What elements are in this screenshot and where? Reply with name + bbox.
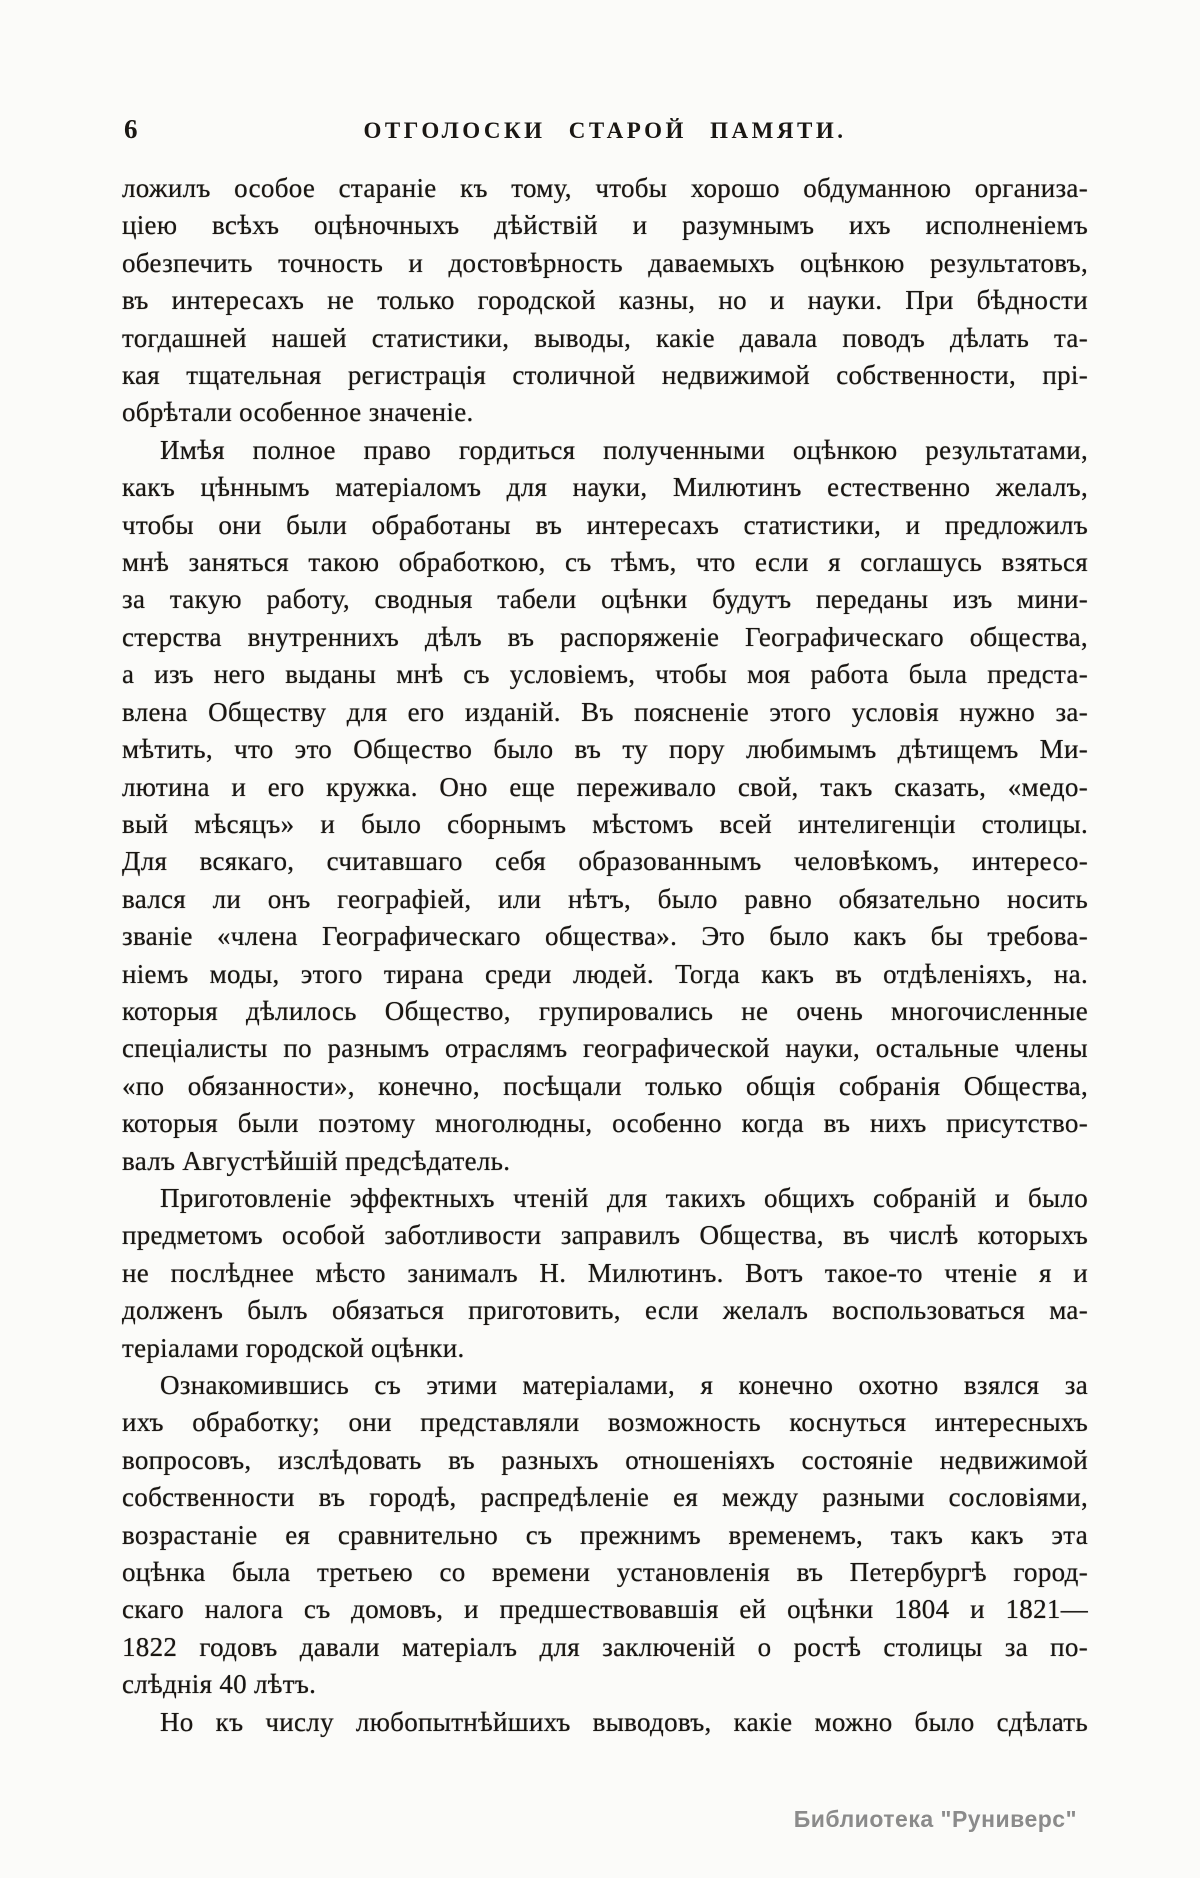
text-line: ложилъ особое стараніе къ тому, чтобы хорошо обдуманною организа- (122, 173, 1088, 203)
text-line: какъ цѣннымъ матеріаломъ для науки, Милютинъ естественно желалъ, (122, 472, 1088, 503)
page-header (122, 112, 1088, 152)
text-line: 1822 годовъ давали матеріалъ для заключеній о ростѣ столицы за по- (122, 1631, 1088, 1662)
text-line: скаго налога съ домовъ, и предшествовавшія ей оцѣнки 1804 и 1821— (122, 1594, 1088, 1625)
text-line: званіе «члена Географическаго общества». Это было какъ бы требова- (122, 921, 1088, 952)
text-line: обезпечить точность и достовѣрность даваемыхъ оцѣнкою результатовъ, (122, 247, 1088, 278)
text-line: слѣднія 40 лѣтъ. (122, 1669, 317, 1700)
text-line: а изъ него выданы мнѣ съ условіемъ, чтобы моя работа была предста- (122, 659, 1088, 690)
text-line: которыя были поэтому многолюдны, особенно когда въ нихъ присутство- (122, 1108, 1088, 1139)
text-line: вопросовъ, изслѣдовать въ разныхъ отношеніяхъ состояніе недвижимой (122, 1444, 1088, 1475)
text-line: ихъ обработку; они представляли возможность коснуться интересныхъ (122, 1407, 1088, 1438)
text-line: теріалами городской оцѣнки. (122, 1332, 465, 1363)
text-line: Но къ числу любопытнѣйшихъ выводовъ, какіе можно было сдѣлать (160, 1706, 1088, 1737)
text-line: мѣтить, что это Общество было въ ту пору любимымъ дѣтищемъ Ми- (122, 734, 1088, 765)
page-number: 6 (124, 114, 138, 144)
page-body (122, 170, 1088, 1741)
library-watermark: Библиотека "Руниверс" (793, 1806, 1077, 1832)
text-line: Для всякаго, считавшаго себя образованнымъ человѣкомъ, интересо- (122, 846, 1088, 877)
text-line: спеціалисты по разнымъ отраслямъ географической науки, остальные члены (122, 1033, 1088, 1064)
text-line: не послѣднее мѣсто занималъ Н. Милютинъ. Вотъ такое-то чтеніе я и (122, 1257, 1088, 1288)
text-line: стерства внутреннихъ дѣлъ въ распоряженіе Географическаго общества, (122, 621, 1088, 652)
text-line: влена Обществу для его изданій. Въ поясненіе этого условія нужно за- (122, 696, 1088, 727)
text-line: вался ли онъ географіей, или нѣтъ, было равно обязательно носить (122, 883, 1088, 914)
text-line: предметомъ особой заботливости заправилъ Общества, въ числѣ которыхъ (122, 1220, 1088, 1251)
text-line: лютина и его кружка. Оно еще переживало свой, такъ сказать, «медо- (122, 771, 1088, 802)
text-line: кая тщательная регистрація столичной недвижимой собственности, прі- (122, 360, 1088, 391)
text-line: чтобы они были обработаны въ интересахъ статистики, и предложилъ (122, 509, 1088, 540)
text-line: возрастаніе ея сравнительно съ прежнимъ временемъ, такъ какъ эта (122, 1519, 1088, 1550)
text-line: мнѣ заняться такою обработкою, съ тѣмъ, что если я соглашусь взяться (122, 547, 1088, 578)
text-line: которыя дѣлилось Общество, групировались не очень многочисленные (122, 995, 1088, 1026)
text-line: «по обязанности», конечно, посѣщали только общія собранія Общества, (122, 1070, 1088, 1101)
text-line: ціею всѣхъ оцѣночныхъ дѣйствій и разумнымъ ихъ исполненіемъ (122, 210, 1088, 241)
text-line: тогдашней нашей статистики, выводы, какіе давала поводъ дѣлать та- (122, 322, 1088, 353)
text-line: ніемъ моды, этого тирана среди людей. Тогда какъ въ отдѣленіяхъ, на. (122, 958, 1088, 989)
page-title: ОТГОЛОСКИ СТАРОЙ ПАМЯТИ. (363, 118, 847, 143)
text-line: за такую работу, сводныя табели оцѣнки будутъ переданы изъ мини- (122, 584, 1088, 615)
text-line: собственности въ городѣ, распредѣленіе ея между разными сословіями, (122, 1482, 1088, 1513)
text-line: Имѣя полное право гордиться полученными оцѣнкою результатами, (160, 434, 1088, 465)
text-line: валъ Августѣйшій предсѣдатель. (122, 1145, 511, 1176)
text-line: оцѣнка была третьею со времени установленія въ Петербургѣ город- (122, 1557, 1088, 1588)
text-line: вый мѣсяцъ» и было сборнымъ мѣстомъ всей интелигенціи столицы. (122, 808, 1088, 839)
text-line: долженъ былъ обязаться приготовить, если желалъ воспользоваться ма- (122, 1295, 1088, 1326)
text-line: въ интересахъ не только городской казны, но и науки. При бѣдности (122, 285, 1088, 316)
text-line: Ознакомившись съ этими матеріалами, я конечно охотно взялся за (160, 1370, 1088, 1400)
text-line: обрѣтали особенное значеніе. (122, 397, 474, 428)
text-line: Приготовленіе эффектныхъ чтеній для такихъ общихъ собраній и было (160, 1182, 1088, 1213)
